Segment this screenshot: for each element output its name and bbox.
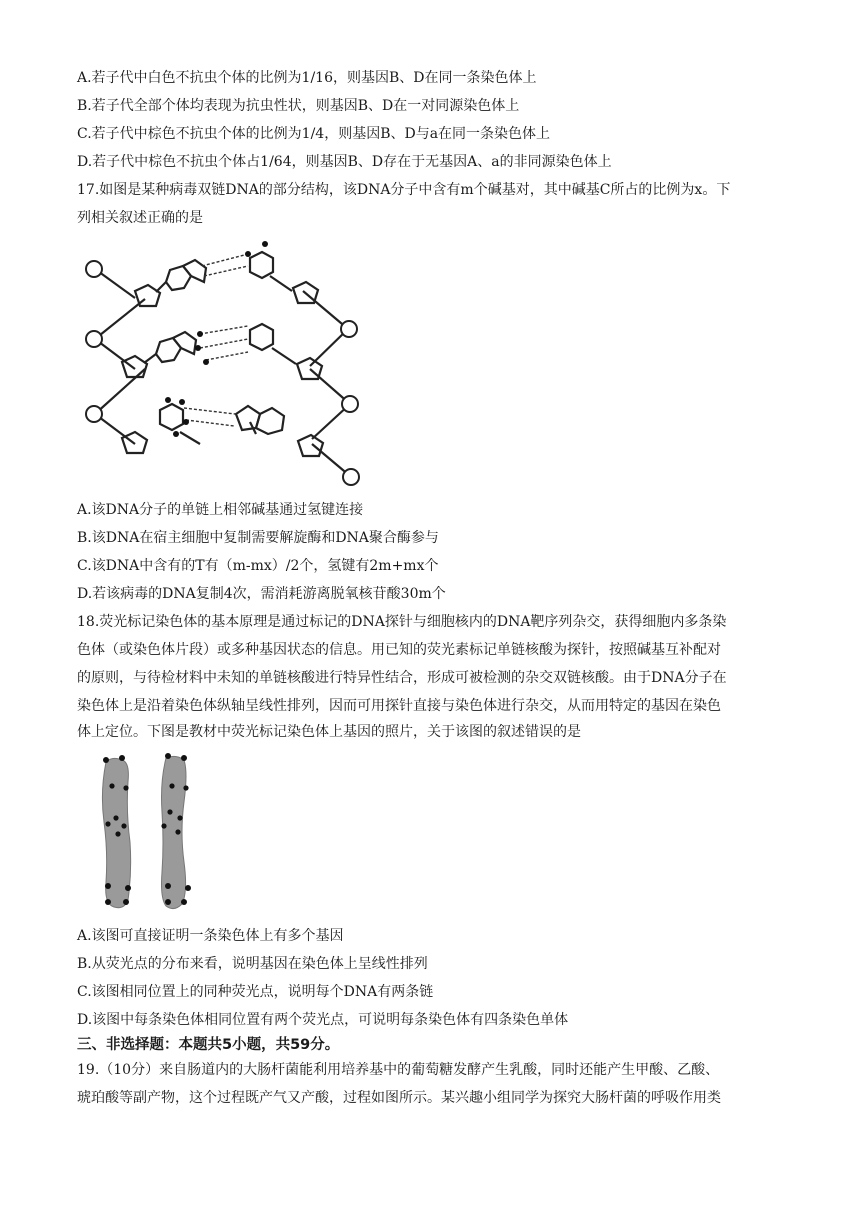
backbone-bond <box>303 291 348 329</box>
phosphate-group <box>86 261 102 277</box>
dna-structure-diagram <box>80 236 370 492</box>
hydrogen-bond <box>186 420 234 426</box>
phosphate-group <box>86 406 102 422</box>
q16-option-b: B.若子代全部个体均表现为抗虫性状，则基因B、D在一对同源染色体上 <box>77 98 520 114</box>
q17-option-d: D.若该病毒的DNA复制4次，需消耗游离脱氧核苷酸30m个 <box>77 586 446 602</box>
hydrogen-bond <box>206 352 248 360</box>
phosphate-group <box>342 396 358 412</box>
q18-stem-line3: 的原则，与待检材料中未知的单链核酸进行特异性结合，形成可被检测的杂交双链核酸。由于DNA分子在 <box>77 670 727 686</box>
base-ring <box>250 252 273 278</box>
hydrogen-bond <box>184 408 235 414</box>
hydrogen-bond <box>204 266 248 276</box>
q19-line1: 19.（10分）来自肠道内的大肠杆菌能利用培养基中的葡萄糖发酵产生乳酸，同时还能产生甲酸、乙酸、 <box>77 1062 720 1078</box>
fluorescent-chromosome-photo <box>92 752 202 914</box>
base-ring <box>256 408 284 434</box>
deoxyribose-sugar <box>297 358 322 379</box>
phosphate-group <box>86 331 102 347</box>
base-ring <box>183 260 206 282</box>
deoxyribose-sugar <box>135 285 160 306</box>
q18-stem-line4: 染色体上是沿着染色体纵轴呈线性排列，因而可用探针直接与染色体进行杂交，从而用特定的基因在染色 <box>77 698 721 714</box>
backbone-bond <box>95 369 145 414</box>
phosphate-group <box>341 321 357 337</box>
q16-option-c: C.若子代中棕色不抗虫个体的比例为1/4，则基因B、D与a在同一条染色体上 <box>77 126 551 142</box>
phosphate-group <box>343 469 359 485</box>
deoxyribose-sugar <box>122 356 147 377</box>
q18-option-d: D.该图中每条染色体相同位置有两个荧光点，可说明每条染色体有四条染色单体 <box>77 1012 569 1028</box>
base-ring <box>173 332 196 354</box>
q17-stem-line2: 列相关叙述正确的是 <box>77 210 203 226</box>
q18-option-a: A.该图可直接证明一条染色体上有多个基因 <box>77 928 344 944</box>
q18-stem-line2: 色体（或染色体片段）或多种基因状态的信息。用已知的荧光素标记单链核酸为探针，按照碱基互补配对 <box>77 642 721 658</box>
base-ring <box>160 404 183 430</box>
q17-option-b: B.该DNA在宿主细胞中复制需要解旋酶和DNA聚合酶参与 <box>77 530 439 546</box>
q17-stem-line1: 17.如图是某种病毒双链DNA的部分结构，该DNA分子中含有m个碱基对，其中碱基C所占的比例为x。下 <box>77 182 731 198</box>
section-heading: 三、非选择题：本题共5小题，共59分。 <box>77 1037 340 1053</box>
q18-stem-line1: 18.荧光标记染色体的基本原理是通过标记的DNA探针与细胞核内的DNA靶序列杂交，获得细胞内多条染 <box>77 614 727 630</box>
hydrogen-bond <box>202 254 248 266</box>
deoxyribose-sugar <box>298 435 323 456</box>
q17-option-a: A.该DNA分子的单链上相邻碱基通过氢键连接 <box>77 502 364 518</box>
backbone-bond <box>95 299 145 339</box>
q18-option-c: C.该图相同位置上的同种荧光点，说明每个DNA有两条链 <box>77 984 434 1000</box>
q19-line2: 琥珀酸等副产物，这个过程既产气又产酸，过程如图所示。某兴趣小组同学为探究大肠杆菌的呼吸作用类 <box>77 1090 721 1106</box>
q17-option-c: C.该DNA中含有的T有（m-mx）/2个，氢键有2m+mx个 <box>77 558 439 574</box>
base-ring <box>250 324 273 350</box>
hydrogen-bond <box>200 326 248 334</box>
q18-stem-line5: 体上定位。下图是教材中荧光标记染色体上基因的照片，关于该图的叙述错误的是 <box>77 724 581 740</box>
q16-option-a: A.若子代中白色不抗虫个体的比例为1/16，则基因B、D在同一条染色体上 <box>77 70 537 86</box>
hydrogen-bond <box>200 339 248 348</box>
q18-option-b: B.从荧光点的分布来看，说明基因在染色体上呈线性排列 <box>77 956 428 972</box>
q16-option-d: D.若子代中棕色不抗虫个体占1/64，则基因B、D存在于无基因A、a的非同源染色体上 <box>77 154 612 170</box>
